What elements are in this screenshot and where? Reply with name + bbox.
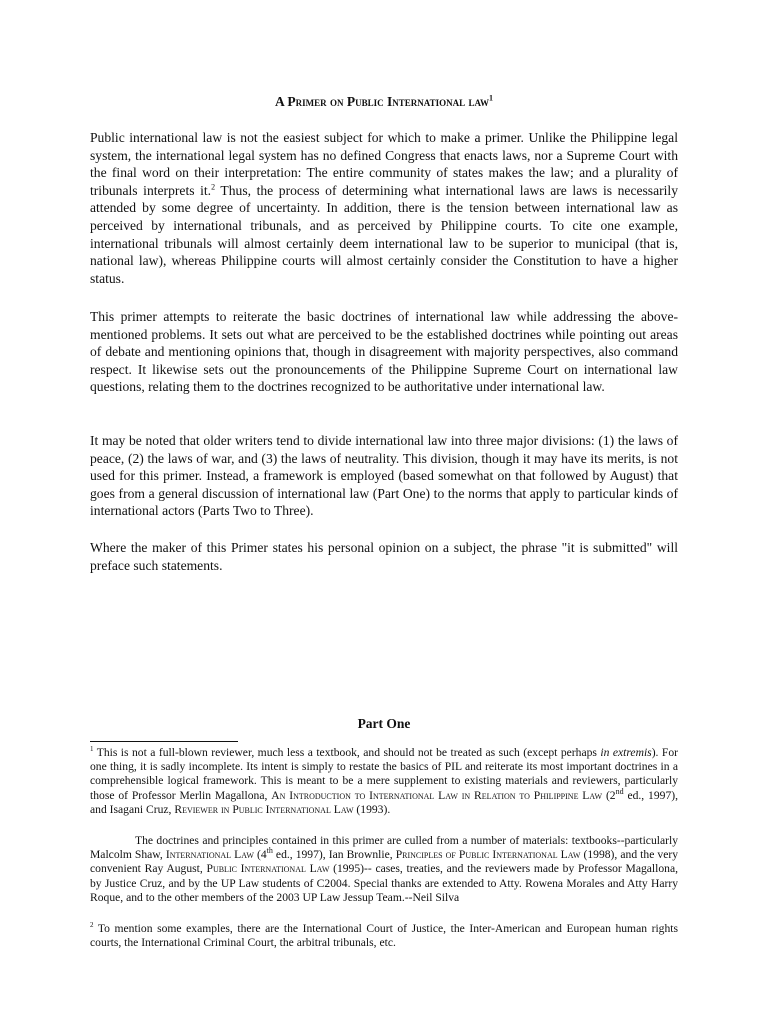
footnote-1b-citation: Public International Law [206, 862, 330, 876]
part-heading: Part One [357, 716, 411, 731]
footnote-1-continued [90, 834, 678, 905]
footnote-1b-text: (1998), and the very convenient Ray August, [90, 848, 678, 876]
footnote-1-mark: 1 [90, 745, 94, 754]
paragraph-1-text-b: Thus, the process of determining what international laws are laws is necessarily attended by some degree of uncertainty. In addition, there is the tension between international law as perceived by international tribunals, and as perceived by Philippine courts. To cite one example, international tribunals will almost certainly deem international law to be superior to municipal (that is, national law), whereas Philippine courts will almost certainly consider the Constitution to have a higher status. [90, 182, 678, 286]
paragraph-1-text-a: Public international law is not the easiest subject for which to make a primer. Unlike the Philippine legal system, the international legal system has no defined Congress that enacts laws, nor a Supreme Court with the final word on their interpretation: The entire community of states makes the law; and a plurality of tribunals interprets it. [90, 130, 678, 198]
footnote-ref-1[interactable]: 1 [488, 93, 493, 103]
footnote-ref-2[interactable]: 2 [211, 182, 216, 192]
title-text: A Primer on Public International law [275, 94, 489, 109]
paragraph-1 [90, 129, 678, 287]
footnote-1-citation: An Introduction to International Law in Relation to Philippine Law [271, 788, 603, 802]
footnote-1b-text: The doctrines and principles contained in this primer are culled from a number of materials: textbooks--particularly Malcolm Shaw, [90, 834, 678, 862]
paragraph-4: Where the maker of this Primer states his personal opinion on a subject, the phrase "it is submitted" will preface such statements. [90, 540, 678, 573]
footnote-1b-text: ed., 1997), Ian Brownlie, [272, 848, 396, 862]
footnote-1-citation: Reviewer in Public International Law [174, 802, 354, 816]
footnote-2-text: To mention some examples, there are the International Court of Justice, the Inter-American and European human rights courts, the International Criminal Court, the arbitral tribunals, etc. [90, 922, 678, 950]
footnote-1b-text: (1995)-- cases, treaties, and the reviewers made by Professor Magallona, by Justice Cruz, and by the UP Law students of C2004. Special thanks are extended to Atty. Rowena Morales and Atty Harry Roque, and to the other members of the 2003 UP Law Jessup Team.--Neil Silva [90, 862, 678, 904]
footnote-1-text: ). For one thing, it is sadly incomplete. Its intent is simply to restate the basics of PIL and reiterate its most important doctrines in a comprehensible logical framework. This is meant to be a mere supplement to existing materials and reviewers, particularly those of Professor Merlin Magallona, [90, 746, 679, 802]
footnote-1-text: (1993). [353, 802, 391, 816]
footnote-separator [90, 741, 238, 742]
footnote-1-italic: in extremis [600, 746, 652, 759]
footnote-1b-ordinal: th [266, 846, 273, 856]
footnote-1 [90, 746, 678, 817]
paragraph-3: It may be noted that older writers tend to divide international law into three major divisions: (1) the laws of peace, (2) the laws of war, and (3) the laws of neutrality. This division, though it may have its merits, is not used for this primer. Instead, a framework is employed (based somewhat on that followed by August) that goes from a general discussion of international law (Part One) to the norms that apply to particular kinds of international actors (Parts Two to Three). [90, 433, 678, 519]
footnote-1b-text: (4 [253, 848, 267, 862]
footnote-1-text: This is not a full-blown reviewer, much less a textbook, and should not be treated as such (except perhaps [93, 746, 601, 759]
paragraph-2: This primer attempts to reiterate the basic doctrines of international law while addressing the above-mentioned problems. It sets out what are perceived to be the established doctrines while pointing out areas of debate and mentioning opinions that, though in disagreement with majority perspectives, also command respect. It likewise sets out the pronouncements of the Philippine Supreme Court on international law questions, relating them to the doctrines recognized to be authoritative under international law. [90, 309, 678, 395]
footnote-1b-citation: International Law [165, 848, 254, 862]
footnote-1-text: ed., 1997), and Isagani Cruz, [90, 788, 679, 816]
document-title [90, 94, 678, 110]
footnote-2 [90, 922, 678, 950]
footnote-1-ordinal: nd [615, 786, 624, 796]
footnote-1b-citation: Principles of Public International Law [395, 848, 581, 862]
footnote-1-text: (2 [602, 788, 616, 802]
footnote-2-mark: 2 [90, 921, 94, 930]
